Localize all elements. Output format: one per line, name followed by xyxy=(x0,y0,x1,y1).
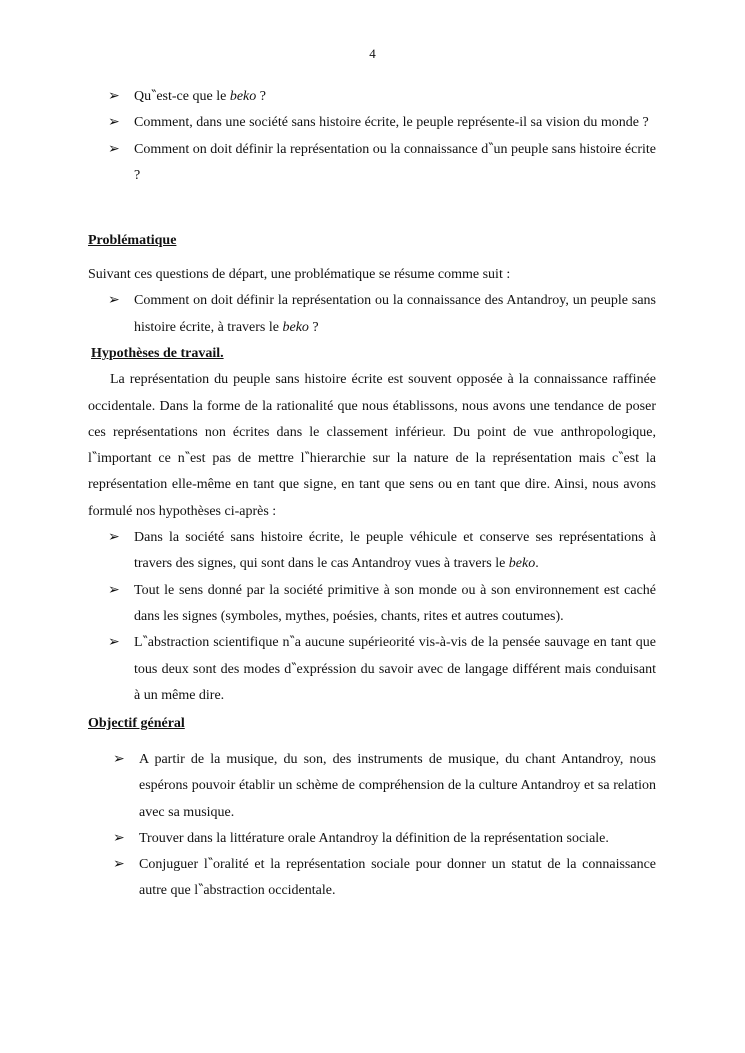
problematique-body xyxy=(88,262,656,341)
list-item: ➢ Comment, dans une société sans histoire écrite, le peuple représente-il sa vision du monde ? xyxy=(88,110,656,136)
arrow-bullet-icon: ➢ xyxy=(108,293,120,309)
section-heading: Objectif général xyxy=(88,716,185,731)
section-heading: Hypothèses de travail. xyxy=(91,346,224,361)
list-item: ➢ Conjuguer l‶oralité et la représentation sociale pour donner un statut de la connaissance autre que l‶abstraction occidentale. xyxy=(88,852,656,905)
arrow-bullet-icon: ➢ xyxy=(113,857,125,873)
arrow-bullet-icon: ➢ xyxy=(108,89,120,104)
list-item: ➢ A partir de la musique, du son, des instruments de musique, du chant Antandroy, nous espérons pouvoir établir un schème de compréhension de la culture Antandroy et sa relation avec sa musique. xyxy=(88,747,656,826)
section-heading: Problématique xyxy=(88,233,177,248)
list-item: ➢ Trouver dans la littérature orale Antandroy la définition de la représentation sociale. xyxy=(88,826,656,852)
arrow-bullet-icon: ➢ xyxy=(108,115,120,131)
list-item: ➢ L‶abstraction scientifique n‶a aucune supérieorité vis-à-vis de la pensée sauvage en tant que tous deux sont des modes d‶expréssion du savoir avec de langage différent mais conduisant à un même dire. xyxy=(88,630,656,709)
list-item: ➢ Comment on doit définir la représentation ou la connaissance d‶un peuple sans histoire écrite ? xyxy=(88,137,656,190)
objectif-body xyxy=(88,747,656,905)
arrow-bullet-icon: ➢ xyxy=(113,752,125,767)
page-number: 4 xyxy=(369,46,376,61)
questions-list xyxy=(88,84,656,189)
list-item: ➢ Dans la société sans histoire écrite, le peuple véhicule et conserve ses représentations à travers des signes, qui sont dans le cas Antandroy vues à travers le beko. xyxy=(88,525,656,578)
arrow-bullet-icon: ➢ xyxy=(108,635,120,651)
hypotheses-section xyxy=(88,341,656,709)
arrow-bullet-icon: ➢ xyxy=(108,141,120,157)
arrow-bullet-icon: ➢ xyxy=(113,830,125,846)
list-item: ➢ Tout le sens donné par la société primitive à son monde ou à son environnement est caché dans les signes (symboles, mythes, poésies, chants, rites et autres coutumes). xyxy=(88,578,656,631)
hypotheses-paragraph: La représentation du peuple sans histoire écrite est souvent opposée à la connaissance raffinée occidentale. Dans la forme de la rationalité que nous établissons, nous avons une tendance de poser ces représentations non écrites dans le classement inférieur. Du point de vue anthropologique, l‶important ce n‶est pas de mettre l‶hierarchie sur la nature de la représentation mais c‶est la représentation elle-même en tant que signe, en tant que sens ou en tant que dire. Ainsi, nous avons formulé nos hypothèses ci-après : xyxy=(88,372,656,519)
problematique-section xyxy=(88,228,656,254)
list-item: ➢ Qu‶est-ce que le beko ? xyxy=(88,84,656,110)
arrow-bullet-icon: ➢ xyxy=(108,582,120,598)
objectif-section xyxy=(88,711,656,737)
intro-text: Suivant ces questions de départ, une problématique se résume comme suit : xyxy=(88,267,511,282)
arrow-bullet-icon: ➢ xyxy=(108,530,120,546)
list-item: ➢ Comment on doit définir la représentation ou la connaissance des Antandroy, un peuple sans histoire écrite, à travers le beko ? xyxy=(88,288,656,341)
